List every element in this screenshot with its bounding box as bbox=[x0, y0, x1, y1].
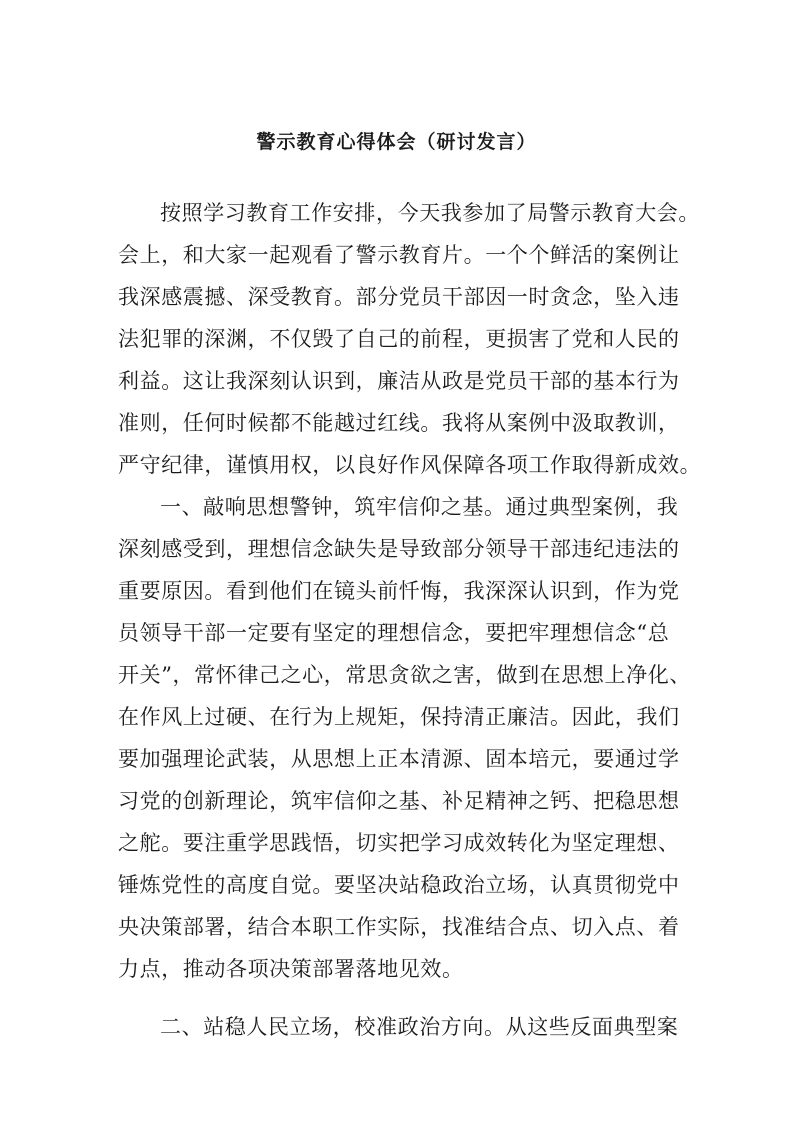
paragraph-line: 开关”，常怀律己之心，常思贪欲之害，做到在思想上净化、 bbox=[118, 663, 691, 687]
paragraph-line: 重要原因。看到他们在镜头前忏悔，我深深认识到，作为党 bbox=[118, 579, 680, 603]
page-title: 警示教育心得体会（研讨发言） bbox=[256, 131, 537, 153]
paragraph-line: 法犯罪的深渊，不仅毁了自己的前程，更损害了党和人民的 bbox=[118, 327, 680, 351]
paragraph-line: 力点，推动各项决策部署落地见效。 bbox=[118, 957, 464, 981]
paragraph-line: 严守纪律，谨慎用权，以良好作风保障各项工作取得新成效。 bbox=[118, 453, 702, 477]
paragraph-line: 深刻感受到，理想信念缺失是导致部分领导干部违纪违法的 bbox=[118, 537, 680, 561]
section-heading-line: 一、敲响思想警钟，筑牢信仰之基。通过典型案例，我 bbox=[160, 495, 679, 519]
section-heading-line: 二、站稳人民立场，校准政治方向。从这些反面典型案 bbox=[160, 1015, 679, 1039]
paragraph-line: 锤炼党性的高度自觉。要坚决站稳政治立场，认真贯彻党中 bbox=[118, 873, 680, 897]
paragraph-line: 准则，任何时候都不能越过红线。我将从案例中汲取教训， bbox=[118, 411, 680, 435]
paragraph-line: 我深感震撼、深受教育。部分党员干部因一时贪念，坠入违 bbox=[118, 285, 680, 309]
paragraph-line: 习党的创新理论，筑牢信仰之基、补足精神之钙、把稳思想 bbox=[118, 789, 680, 813]
paragraph-line: 在作风上过硬、在行为上规矩，保持清正廉洁。因此，我们 bbox=[118, 705, 680, 729]
paragraph-line: 按照学习教育工作安排，今天我参加了局警示教育大会。 bbox=[160, 201, 700, 225]
paragraph-line: 会上，和大家一起观看了警示教育片。一个个鲜活的案例让 bbox=[118, 243, 680, 267]
paragraph-line: 利益。这让我深刻认识到，廉洁从政是党员干部的基本行为 bbox=[118, 369, 680, 393]
paragraph-line: 员领导干部一定要有坚定的理想信念，要把牢理想信念“总 bbox=[118, 621, 670, 645]
paragraph-line: 要加强理论武装，从思想上正本清源、固本培元，要通过学 bbox=[118, 747, 680, 771]
paragraph-line: 央决策部署，结合本职工作实际，找准结合点、切入点、着 bbox=[118, 915, 680, 939]
paragraph-line: 之舵。要注重学思践悟，切实把学习成效转化为坚定理想、 bbox=[118, 831, 680, 855]
